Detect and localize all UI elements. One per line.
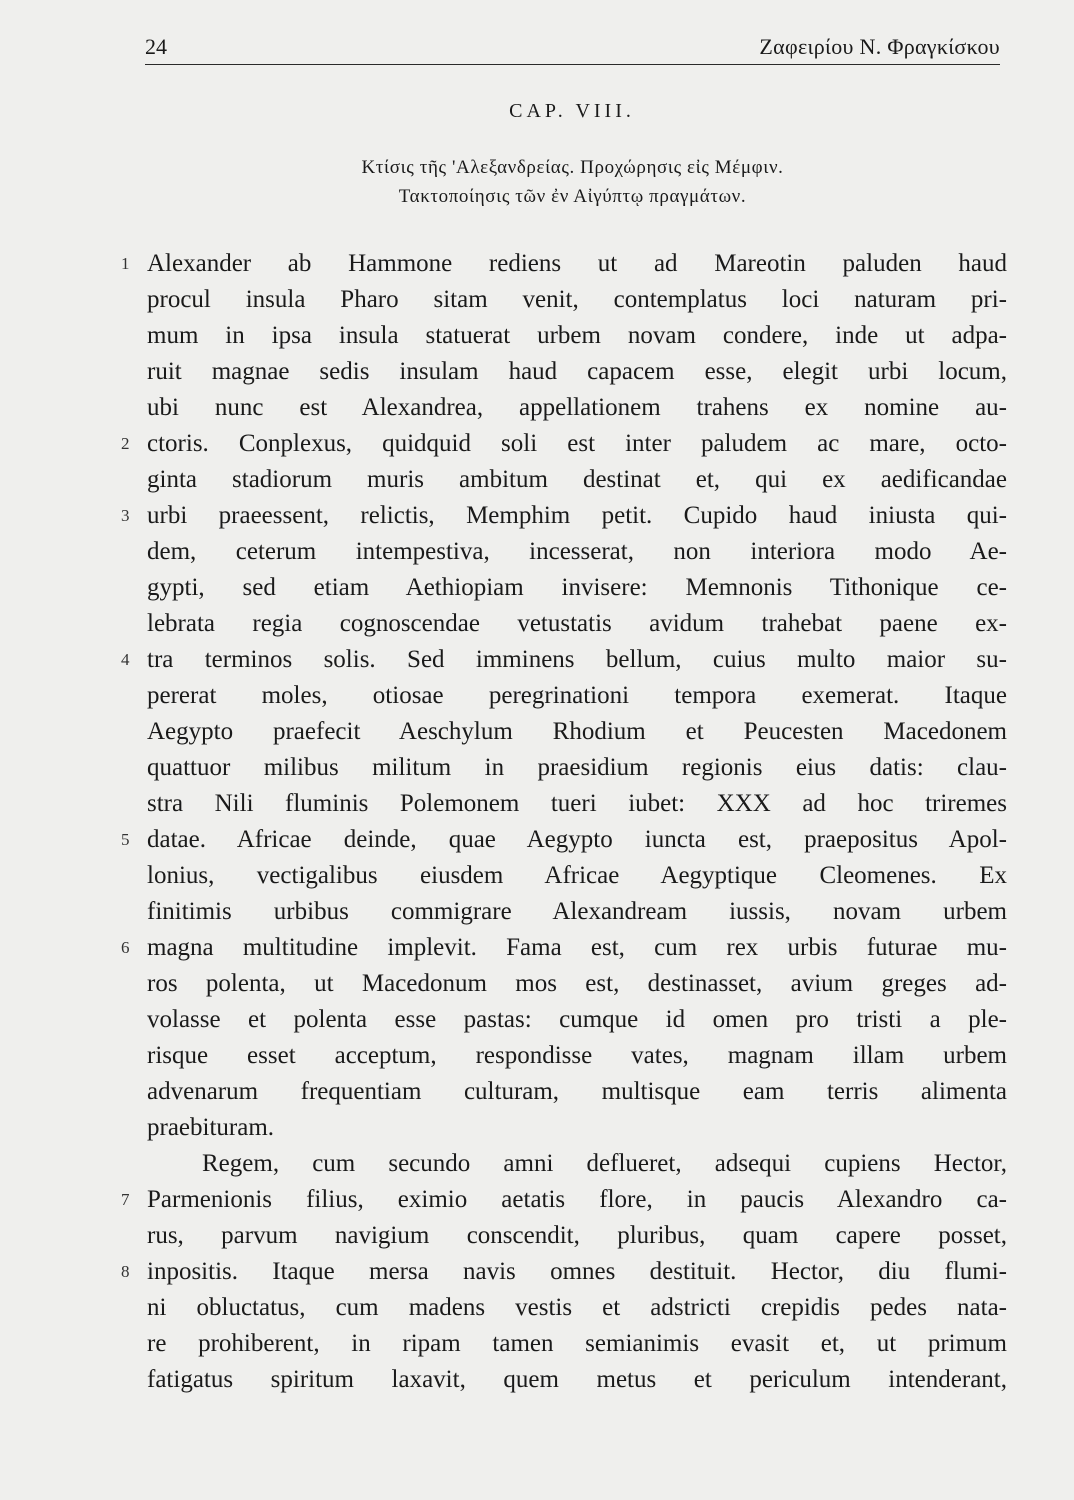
section-number: 4	[121, 650, 130, 669]
chapter-title: CAP. VIII.	[509, 100, 635, 122]
text-line	[121, 1254, 1007, 1290]
text-line	[147, 714, 1007, 750]
body-text	[121, 246, 1007, 1398]
line-text: ruit magnae sedis insulam haud capacem esse, elegit urbi locum,	[147, 358, 1007, 385]
line-text: ros polenta, ut Macedonum mos est, destinasset, avium greges ad-	[147, 970, 1007, 997]
text-line	[147, 1074, 1007, 1110]
text-line	[147, 354, 1007, 390]
text-line	[147, 858, 1007, 894]
running-title: Ζαφειρίου Ν. Φραγκίσκου	[759, 34, 1000, 59]
text-line	[147, 966, 1007, 1002]
text-line	[147, 1110, 1007, 1146]
text-line	[121, 498, 1007, 534]
line-text: Aegypto praefecit Aeschylum Rhodium et Peucesten Macedonem	[147, 718, 1007, 745]
page-header	[145, 30, 1000, 65]
line-text: magna multitudine implevit. Fama est, cum rex urbis futurae mu-	[147, 934, 1007, 961]
page-number: 24	[145, 34, 167, 59]
chapter-subtitle-2: Τακτοποίησις τῶν ἐν Αἰγύπτῳ πραγμάτων.	[398, 186, 747, 207]
text-line	[147, 750, 1007, 786]
line-text: risque esset acceptum, respondisse vates, magnam illam urbem	[147, 1042, 1007, 1069]
line-text: ginta stadiorum muris ambitum destinat et, qui ex aedificandae	[147, 466, 1007, 493]
section-number: 1	[121, 254, 130, 273]
text-line	[147, 678, 1007, 714]
line-text: rus, parvum navigium conscendit, pluribus, quam capere posset,	[147, 1222, 1007, 1249]
text-line	[147, 570, 1007, 606]
line-text: ubi nunc est Alexandrea, appellationem trahens ex nomine au-	[147, 394, 1007, 421]
line-text: inpositis. Itaque mersa navis omnes destituit. Hector, diu flumi-	[147, 1258, 1007, 1285]
text-line	[147, 606, 1007, 642]
line-text: finitimis urbibus commigrare Alexandream iussis, novam urbem	[147, 898, 1007, 925]
line-text: datae. Africae deinde, quae Aegypto iuncta est, praepositus Apol-	[147, 826, 1007, 853]
text-line	[147, 786, 1007, 822]
line-text: urbi praeessent, relictis, Memphim petit. Cupido haud iniusta qui-	[147, 502, 1007, 529]
text-line	[147, 390, 1007, 426]
text-line	[121, 930, 1007, 966]
text-line	[147, 534, 1007, 570]
line-text: mum in ipsa insula statuerat urbem novam condere, inde ut adpa-	[147, 322, 1007, 349]
text-line	[147, 318, 1007, 354]
text-line	[147, 1218, 1007, 1254]
section-number: 7	[121, 1190, 130, 1209]
section-number: 6	[121, 938, 130, 957]
line-text: Alexander ab Hammone rediens ut ad Mareotin paluden haud	[147, 250, 1007, 277]
line-text: Parmenionis filius, eximio aetatis flore, in paucis Alexandro ca-	[147, 1186, 1007, 1213]
line-text: tra terminos solis. Sed imminens bellum, cuius multo maior su-	[147, 646, 1007, 673]
section-number: 3	[121, 506, 130, 525]
text-line	[147, 1326, 1007, 1362]
line-text: re prohiberent, in ripam tamen semianimis evasit et, ut primum	[147, 1330, 1007, 1357]
text-line	[121, 642, 1007, 678]
text-line	[147, 1146, 1007, 1182]
text-line	[121, 822, 1007, 858]
line-text: pererat moles, otiosae peregrinationi tempora exemerat. Itaque	[147, 682, 1007, 709]
text-line	[147, 462, 1007, 498]
text-line	[147, 1002, 1007, 1038]
line-text: fatigatus spiritum laxavit, quem metus et periculum intenderant,	[147, 1366, 1007, 1393]
line-text: advenarum frequentiam culturam, multisque eam terris alimenta	[147, 1078, 1007, 1105]
section-number: 8	[121, 1262, 130, 1281]
section-number: 5	[121, 830, 130, 849]
line-text: ni obluctatus, cum madens vestis et adstricti crepidis pedes nata-	[147, 1294, 1007, 1321]
text-line	[147, 1038, 1007, 1074]
line-text: gypti, sed etiam Aethiopiam invisere: Memnonis Tithonique ce-	[147, 574, 1007, 601]
text-line	[121, 1182, 1007, 1218]
text-line	[147, 894, 1007, 930]
section-number: 2	[121, 434, 130, 453]
line-text: lonius, vectigalibus eiusdem Africae Aegyptique Cleomenes. Ex	[147, 862, 1007, 889]
line-text: quattuor milibus militum in praesidium regionis eius datis: clau-	[147, 754, 1007, 781]
text-line	[147, 1290, 1007, 1326]
line-text: ctoris. Conplexus, quidquid soli est inter paludem ac mare, octo-	[147, 430, 1007, 457]
line-text: lebrata regia cognoscendae vetustatis avidum trahebat paene ex-	[147, 610, 1007, 637]
chapter-subtitle-1: Κτίσις τῆς 'Αλεξανδρείας. Προχώρησις εἰς Μέμφιν.	[361, 157, 784, 178]
text-line	[147, 1362, 1007, 1398]
line-text: dem, ceterum intempestiva, incesserat, non interiora modo Ae-	[147, 538, 1007, 565]
line-text: stra Nili fluminis Polemonem tueri iubet: XXX ad hoc triremes	[147, 790, 1007, 817]
line-text: volasse et polenta esse pastas: cumque id omen pro tristi a ple-	[147, 1006, 1007, 1033]
line-text: praebituram.	[147, 1114, 275, 1141]
text-line	[147, 282, 1007, 318]
line-text: procul insula Pharo sitam venit, contemplatus loci naturam pri-	[147, 286, 1007, 313]
line-text: Regem, cum secundo amni deflueret, adsequi cupiens Hector,	[202, 1150, 1007, 1177]
text-line	[121, 426, 1007, 462]
text-line	[121, 246, 1007, 282]
